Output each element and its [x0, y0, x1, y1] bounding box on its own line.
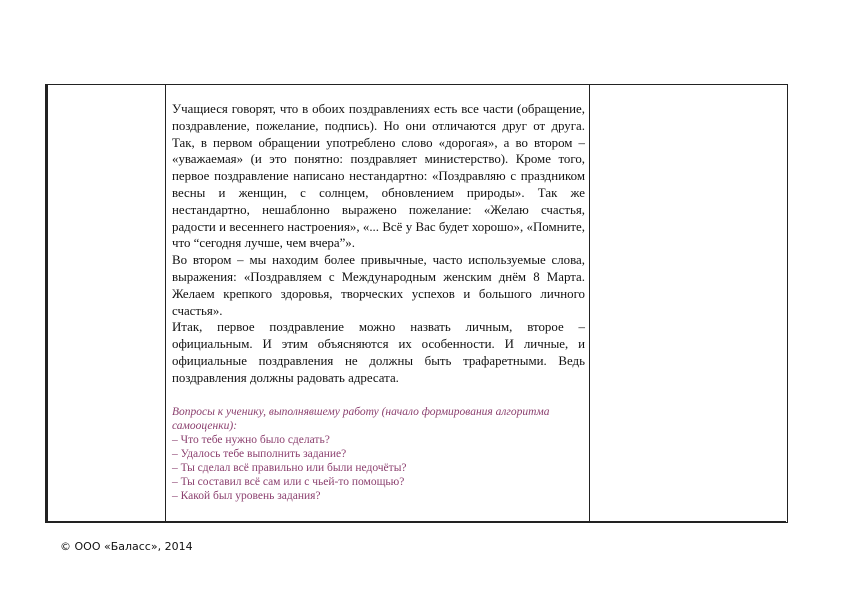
- left-cell: [46, 85, 166, 523]
- table-bottom-border: [45, 521, 786, 523]
- content-block: [166, 85, 589, 503]
- table-row: [46, 85, 788, 523]
- question-item: – Удалось тебе выполнить задание?: [172, 447, 347, 460]
- copyright-footer: © ООО «Баласс», 2014: [60, 540, 193, 553]
- table-left-border: [45, 84, 48, 523]
- questions-title: Вопросы к ученику, выполнявшему работу (начало формирования алгоритма самооценки):: [172, 405, 550, 432]
- question-item: – Ты составил всё сам или с чьей-то помощью?: [172, 475, 405, 488]
- lesson-table: [45, 84, 788, 523]
- paragraph-1: Учащиеся говорят, что в обоих поздравлениях есть все части (обращение, поздравление, пожелание, подпись). Но они отличаются друг от друга. Так, в первом обращении употреблено слово «дорогая», а во втором – «уважаемая» (и это понятно: поздравляет министерство). Кроме того, первое поздравление написано нестандартно: «Поздравляю с праздником весны и женщин, с солнцем, обновлением природы». Так же нестандартно, нешаблонно выражено пожелание: «Желаю счастья, радости и весеннего настроения», «... Всё у Вас будет хорошо», «Помните, что “сегодня лучше, чем вчера”».: [172, 102, 585, 251]
- question-item: – Ты сделал всё правильно или были недочёты?: [172, 461, 407, 474]
- paragraph-2: Во втором – мы находим более привычные, часто используемые слова, выражения: «Поздравляем с Международным женским днём 8 Марта. Желаем крепкого здоровья, творческих успехов и большого личного счастья».: [172, 253, 585, 318]
- content-cell: [166, 85, 590, 523]
- right-cell: [590, 85, 788, 523]
- question-item: – Что тебе нужно было сделать?: [172, 433, 330, 446]
- self-assessment-questions: [172, 405, 585, 503]
- paragraph-3: Итак, первое поздравление можно назвать личным, второе – официальным. И этим объясняются их особенности. И личные, и официальные поздравления не должны быть трафаретными. Ведь поздравления должны радовать адресата.: [172, 320, 585, 385]
- question-item: – Какой был уровень задания?: [172, 489, 321, 502]
